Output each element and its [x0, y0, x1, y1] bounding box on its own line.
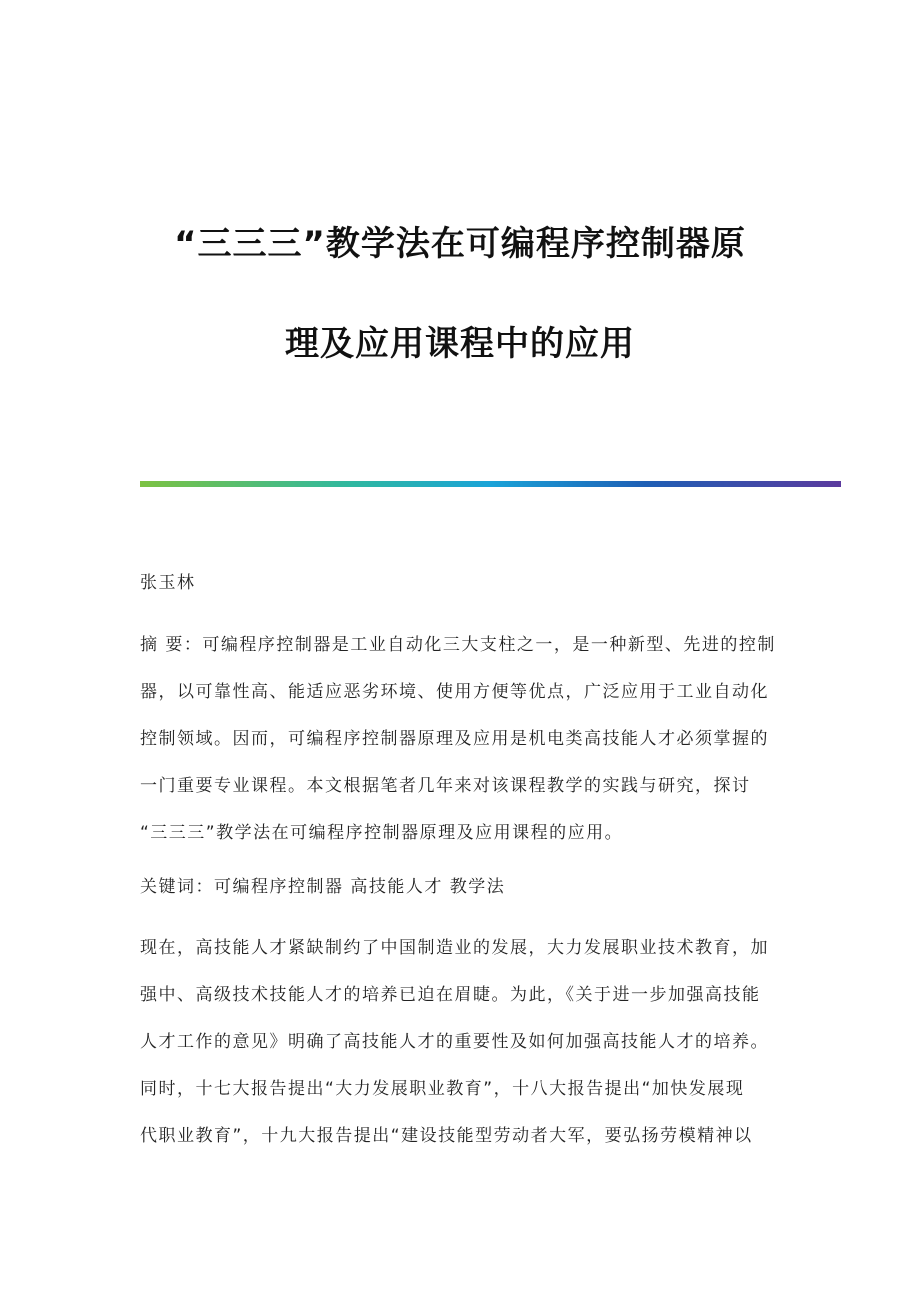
abstract-line: “三三三”教学法在可编程序控制器原理及应用课程的应用。: [140, 823, 624, 843]
intro-line: 同时，十七大报告提出“大力发展职业教育”，十八大报告提出“加快发展现: [140, 1079, 745, 1099]
paper-title-line-2: 理及应用课程中的应用: [285, 324, 635, 364]
intro-line: 现在，高技能人才紧缺制约了中国制造业的发展，大力发展职业技术教育，加: [140, 938, 769, 958]
intro-line: 人才工作的意见》明确了高技能人才的重要性及如何加强高技能人才的培养。: [140, 1032, 769, 1052]
paper-title-line-1: “三三三”教学法在可编程序控制器原: [174, 224, 746, 264]
intro-line: 代职业教育”，十九大报告提出“建设技能型劳动者大军，要弘扬劳模精神以: [140, 1126, 753, 1146]
abstract: [140, 622, 780, 857]
title-divider: [140, 481, 841, 487]
author-name: 张玉林: [140, 573, 196, 593]
abstract-line: 摘 要：可编程序控制器是工业自动化三大支柱之一，是一种新型、先进的控制: [140, 635, 776, 655]
abstract-line: 一门重要专业课程。本文根据笔者几年来对该课程教学的实践与研究，探讨: [140, 776, 751, 796]
intro-line: 强中、高级技术技能人才的培养已迫在眉睫。为此，《关于进一步加强高技能: [140, 985, 761, 1005]
abstract-line: 控制领域。因而，可编程序控制器原理及应用是机电类高技能人才必须掌握的: [140, 729, 769, 749]
intro-paragraph: [140, 925, 780, 1160]
keywords: 关键词：可编程序控制器 高技能人才 教学法: [140, 877, 506, 897]
abstract-line: 器，以可靠性高、能适应恶劣环境、使用方便等优点，广泛应用于工业自动化: [140, 682, 769, 702]
